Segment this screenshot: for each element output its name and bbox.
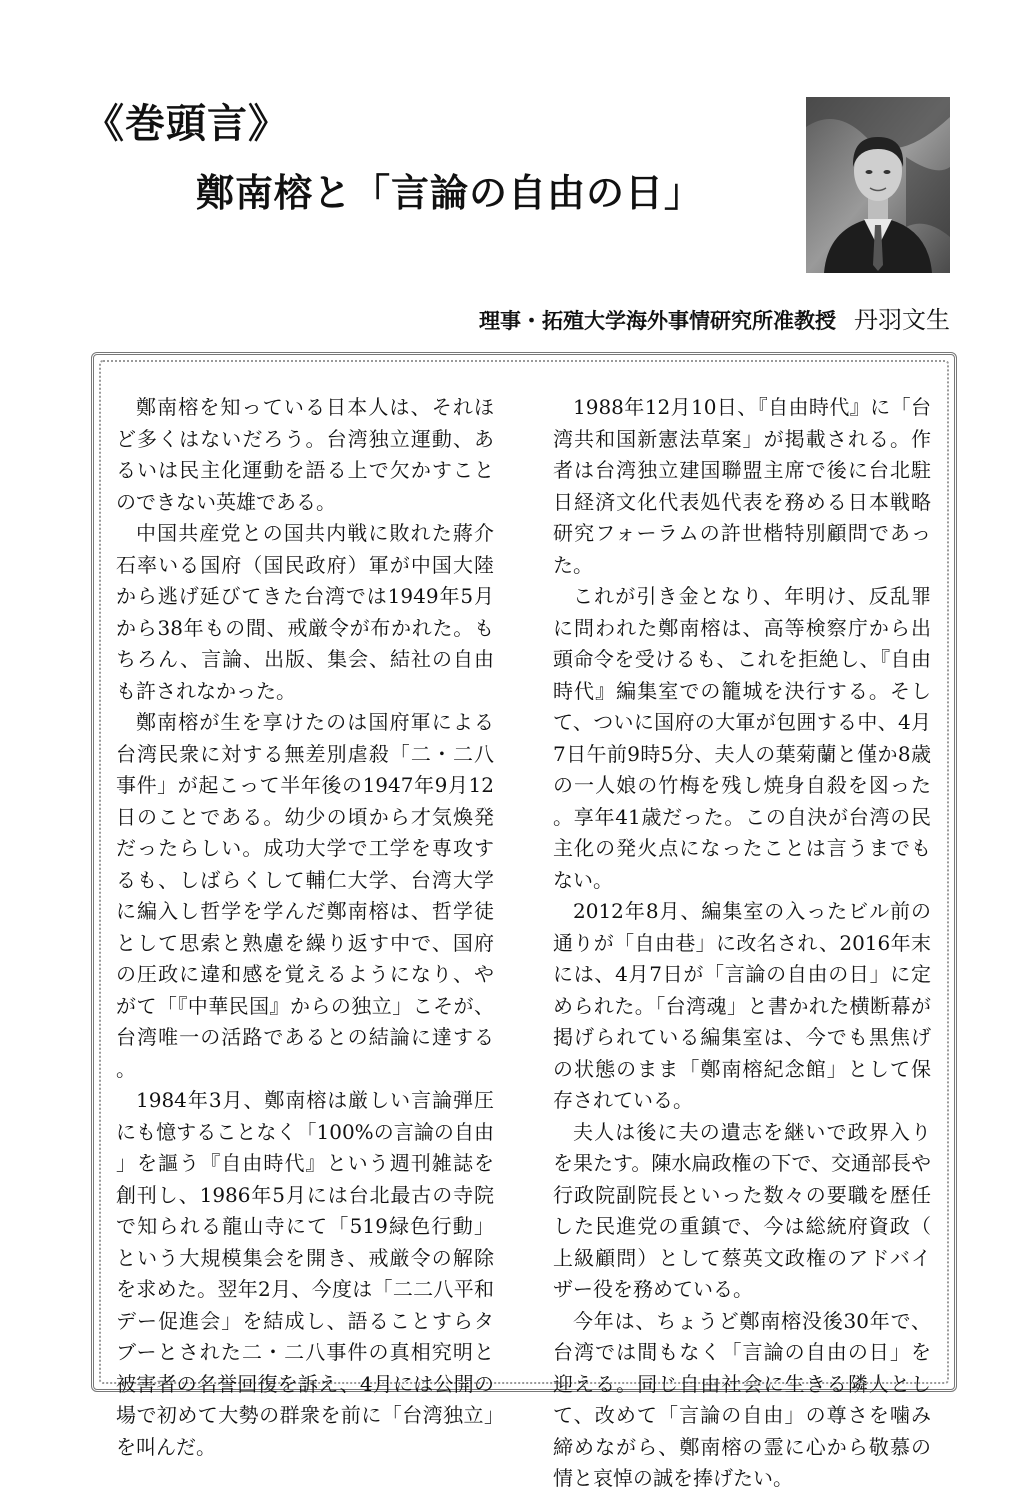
article-paragraph: 鄭南榕を知っている日本人は、それほど多くはないだろう。台湾独立運動、あるいは民主化運動を語る上で欠かすことのできない英雄である。 <box>116 395 494 514</box>
author-portrait-image <box>806 97 950 273</box>
author-role: 理事・拓殖大学海外事情研究所准教授 <box>479 309 836 333</box>
article-title: 鄭南榕と「言論の自由の日」 <box>196 170 704 215</box>
section-label: 《巻頭言》 <box>84 100 289 147</box>
author-byline <box>479 300 950 335</box>
article-column-right <box>553 392 931 1495</box>
article-paragraph: 中国共産党との国共内戦に敗れた蔣介石率いる国府（国民政府）軍が中国大陸から逃げ延びてきた台湾では1949年5月から38年もの間、戒厳令が布かれた。もちろん、言論、出版、集会、結社の自由も許されなかった。 <box>116 521 494 703</box>
article-column-left <box>116 392 494 1463</box>
article-paragraph: 今年は、ちょうど鄭南榕没後30年で、台湾では間もなく「言論の自由の日」を迎える。同じ自由社会に生きる隣人として、改めて「言論の自由」の尊さを噛み締めながら、鄭南榕の霊に心から敬慕の情と哀悼の誠を捧げたい。 <box>553 1308 931 1490</box>
article-paragraph: これが引き金となり、年明け、反乱罪に問われた鄭南榕は、高等検察庁から出頭命令を受けるも、これを拒絶し、『自由時代』編集室での籠城を決行する。そして、ついに国府の大軍が包囲する中、4月7日午前9時5分、夫人の葉菊蘭と僅か8歳の一人娘の竹梅を残し焼身自殺を図った。享年41歳だった。この自決が台湾の民主化の発火点になったことは言うまでもない。 <box>553 584 931 892</box>
author-portrait <box>806 97 950 273</box>
article-paragraph: 2012年8月、編集室の入ったビル前の通りが「自由巷」に改名され、2016年末には、4月7日が「言論の自由の日」に定められた。「台湾魂」と書かれた横断幕が掲げられている編集室は、今でも黒焦げの状態のまま「鄭南榕紀念館」として保存されている。 <box>553 899 931 1112</box>
article-paragraph: 鄭南榕が生を享けたのは国府軍による台湾民衆に対する無差別虐殺「二・二八事件」が起こって半年後の1947年9月12日のことである。幼少の頃から才気煥発だったらしい。成功大学で工学を専攻するも、しばらくして輔仁大学、台湾大学に編入し哲学を学んだ鄭南榕は、哲学徒として思索と熟慮を繰り返す中で、国府の圧政に違和感を覚えるようになり、やがて「『中華民国』からの独立」こそが、台湾唯一の活路であるとの結論に達する。 <box>116 710 494 1081</box>
article-paragraph: 夫人は後に夫の遺志を継いで政界入りを果たす。陳水扁政権の下で、交通部長や行政院副院長といった数々の要職を歴任した民進党の重鎮で、今は総統府資政（上級顧問）として蔡英文政権のアドバイザー役を務めている。 <box>553 1119 931 1301</box>
author-name: 丹羽文生 <box>854 306 950 334</box>
article-paragraph: 1988年12月10日、『自由時代』に「台湾共和国新憲法草案」が掲載される。作者は台湾独立建国聯盟主席で後に台北駐日経済文化代表処代表を務める日本戦略研究フォーラムの許世楷特別顧問であった。 <box>553 395 931 577</box>
article-paragraph: 1984年3月、鄭南榕は厳しい言論弾圧にも憶することなく「100%の言論の自由」を謳う『自由時代』という週刊雑誌を創刊し、1986年5月には台北最古の寺院で知られる龍山寺にて「519緑色行動」という大規模集会を開き、戒厳令の解除を求めた。翌年2月、今度は「二二八平和デー促進会」を結成し、語ることすらタブーとされた二・二八事件の真相究明と被害者の名誉回復を訴え、4月には公開の場で初めて大勢の群衆を前に「台湾独立」を叫んだ。 <box>116 1088 494 1459</box>
